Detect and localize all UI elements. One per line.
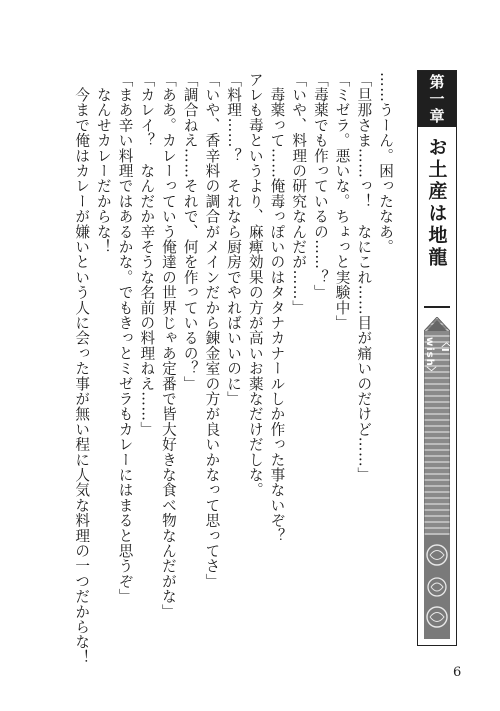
- title-divider: [424, 306, 450, 308]
- body-line: 「まあ辛い料理ではあるかな。でもきっとミゼラもカレーにはまると思うぞ」: [116, 72, 134, 604]
- series-label: 〈I wish〉: [424, 337, 450, 378]
- chapter-ornament-band: [424, 317, 450, 639]
- body-line: 「調合ねえ……それで、何を作っているの？」: [181, 72, 199, 392]
- body-text: [70, 72, 396, 665]
- chapter-heading: [417, 70, 457, 646]
- body-line: 「ああ。カレーっていう俺達の世界じゃあ定番で皆大好きな食べ物なんだがな」: [159, 72, 177, 620]
- page-number: 6: [453, 665, 462, 680]
- chapter-title: お土産は地龍: [425, 137, 448, 269]
- body-line: 「いや、香辛料の調合がメインだから錬金室の方が良いかなって思ってさ」: [203, 72, 221, 589]
- body-line: なんせカレーだからな！: [94, 72, 112, 255]
- body-line: 「いや、料理の研究なんだが……」: [290, 72, 308, 316]
- body-line: アレも毒というより、麻痺効果の方が高いお薬なだけだしな。: [246, 72, 264, 498]
- body-line: 「旦那さま……っ！ なにこれ……目が痛いのだけど……」: [355, 72, 373, 483]
- body-line: 毒薬って……俺毒っぽいのはタタナカナールしか作った事ないぞ？: [268, 72, 286, 544]
- body-line: 「料理……？ それなら厨房でやればいいのに」: [225, 72, 243, 407]
- body-line: ……うーん。困ったなあ。: [377, 72, 394, 255]
- body-line: 「毒薬でも作っているの……？」: [311, 72, 329, 300]
- body-line: 「ミゼラ。悪いな。ちょっと実験中」: [333, 72, 351, 331]
- chapter-number: 第一章: [418, 71, 456, 127]
- body-line: 「カレイ？ なんだか辛そうな名前の料理ねえ……」: [138, 72, 156, 437]
- body-line: 今まで俺はカレーが嫌いという人に会った事が無い程に人気な料理の一つだからな！: [73, 72, 91, 665]
